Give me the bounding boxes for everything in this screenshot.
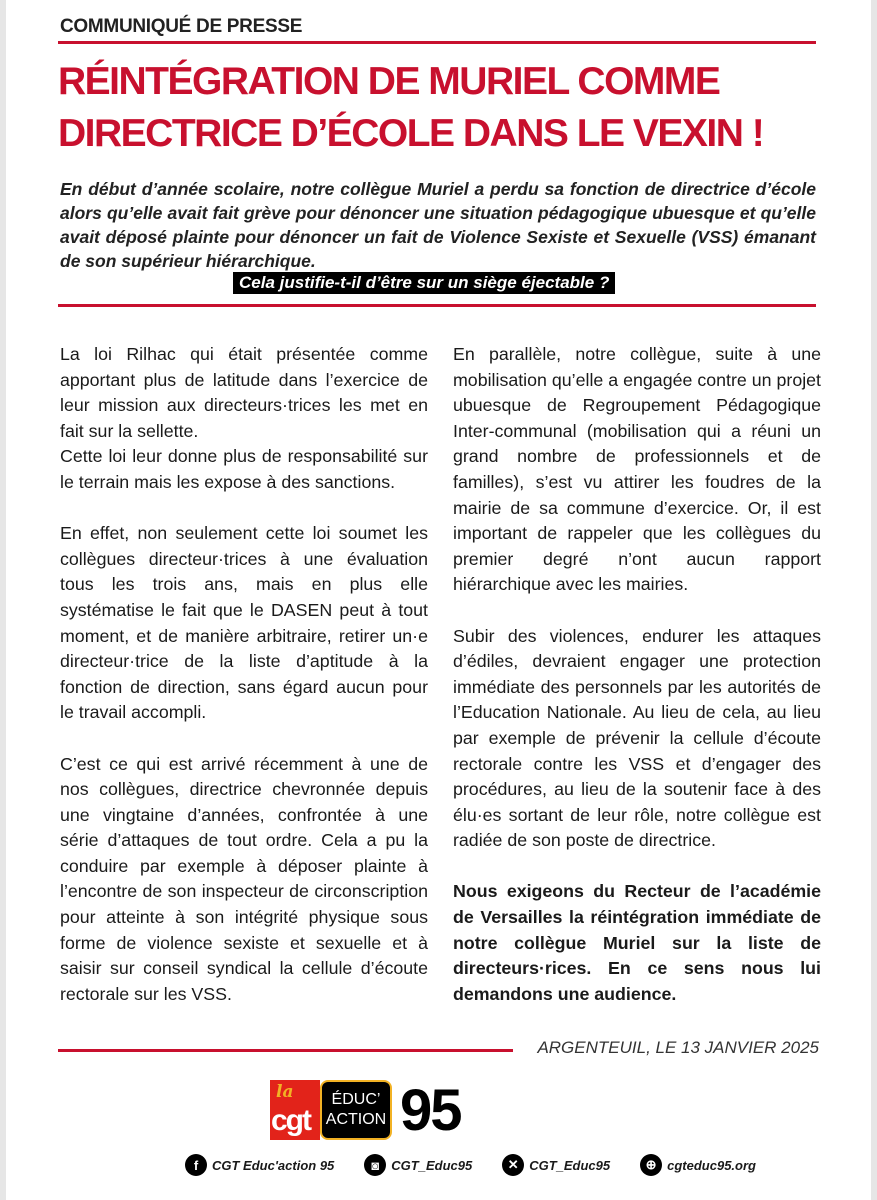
headline: [58, 56, 818, 160]
paragraph: Subir des violences, endurer les attaques d’édiles, devraient engager une protection immédiate des personnels par les autorités de l’Education Nationale. Au lieu de cela, au lieu par exemple de prévenir la cellule d’écoute rectorale contre les VSS et d’engager des procédures, au lieu de la soutenir face à des élu·es sortant de leur rôle, notre collègue est radiée de son poste de directrice.: [453, 625, 821, 851]
paragraph: En parallèle, notre collègue, suite à une mobilisation qu’elle a engagée contre un projet ubuesque de Regroupement Pédagogique Inter-communal (mobilisation qui a réuni un grand nombre de professionnels et de familles), s’est vu attirer les foudres de la mairie de sa commune d’exercice. Or, il est important de rappeler que les collègues du premier degré n’ont aucun rapport hiérarchique avec les mairies.: [453, 344, 821, 595]
social-instagram[interactable]: [364, 1154, 472, 1176]
facebook-icon: f: [185, 1154, 207, 1176]
divider: [58, 304, 816, 307]
logo-number: 95: [400, 1077, 461, 1143]
right-column: [453, 342, 821, 1033]
educaction-logo: [320, 1080, 392, 1140]
social-label: CGT Educ'action 95: [212, 1157, 335, 1173]
headline-line-2: DIRECTRICE D’ÉCOLE DANS LE VEXIN !: [58, 112, 764, 155]
cgt-educaction-logo: [270, 1077, 461, 1143]
divider: [58, 41, 816, 44]
social-links: [185, 1154, 756, 1176]
divider: [58, 1049, 513, 1052]
globe-icon: ⊕: [640, 1154, 662, 1176]
logo-action: ACTION: [325, 1111, 387, 1128]
demand-paragraph: Nous exigeons du Recteur de l’académie de Versailles la réintégration immédiate de notre collègue Muriel sur la liste de directeurs·rices. En ce sens nous lui demandons une audience.: [453, 881, 821, 1004]
paragraph: La loi Rilhac qui était présentée comme apportant plus de latitude dans l’exercice de leur mission aux directeurs·trices les met en fait sur la sellette.: [60, 344, 428, 441]
date-line: ARGENTEUIL, LE 13 JANVIER 2025: [537, 1038, 819, 1057]
logo-cgt: cgt: [271, 1104, 310, 1137]
paragraph: Cette loi leur donne plus de responsabilité sur le terrain mais les expose à des sanctions.: [60, 446, 428, 492]
page-edge: [0, 0, 6, 1200]
tagline: Cela justifie-t-il d’être sur un siège éjectable ?: [233, 272, 615, 294]
instagram-icon: ◙: [364, 1154, 386, 1176]
social-website[interactable]: [640, 1154, 756, 1176]
left-column: [60, 342, 428, 1033]
social-label: cgteduc95.org: [667, 1157, 756, 1173]
social-facebook[interactable]: [185, 1154, 334, 1176]
kicker: COMMUNIQUÉ DE PRESSE: [60, 16, 303, 37]
logo-la: la: [276, 1082, 294, 1102]
social-label: CGT_Educ95: [529, 1157, 611, 1173]
headline-line-1: RÉINTÉGRATION DE MURIEL COMME: [58, 60, 720, 103]
paragraph: En effet, non seulement cette loi soumet les collègues directeur·trices à une évaluation tous les trois ans, mais en plus elle systématise le fait que le DASEN peut à tout moment, et de manière arbitraire, retirer un·e directeur·trice de la liste d’aptitude à la fonction de direction, sans égard aucun pour le travail accompli.: [60, 523, 428, 723]
page-edge: [871, 0, 877, 1200]
paragraph: C’est ce qui est arrivé récemment à une de nos collègues, directrice chevronnée depuis une vingtaine d’années, confrontée à une série d’attaques de tout ordre. Cela a pu la conduire par exemple à déposer plainte à l’encontre de son inspecteur de circonscription pour atteinte à son intégrité physique sous forme de violence sexiste et sexuelle et à saisir sur conseil syndical la cellule d’écoute rectorale sur les VSS.: [60, 753, 428, 1004]
x-icon: ✕: [502, 1154, 524, 1176]
social-label: CGT_Educ95: [391, 1157, 473, 1173]
logo-educ: ÉDUC’: [331, 1091, 381, 1108]
social-x[interactable]: [502, 1154, 610, 1176]
cgt-logo: [270, 1080, 320, 1140]
intro-text: En début d’année scolaire, notre collègue Muriel a perdu sa fonction de directrice d’école alors qu’elle avait fait grève pour dénoncer une situation pédagogique ubuesque et qu’elle avait déposé plainte pour dénoncer un fait de Violence Sexiste et Sexuelle (VSS) émanant de son supérieur hiérarchique.: [60, 179, 816, 271]
